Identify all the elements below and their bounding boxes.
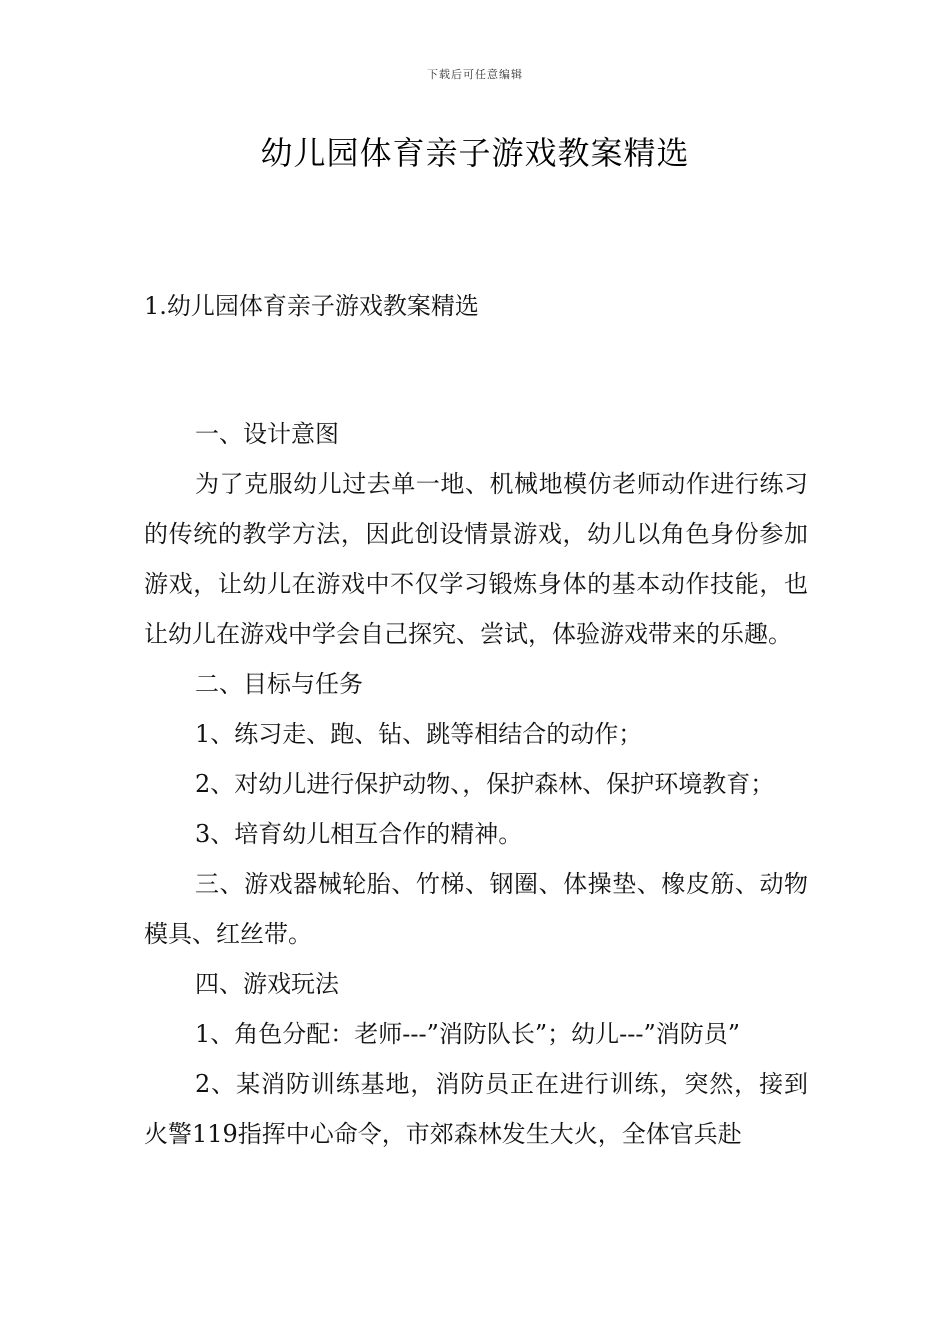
heading-gameplay: 四、游戏玩法 bbox=[195, 970, 339, 998]
header-note: 下载后可任意编辑 bbox=[427, 68, 523, 81]
document-title: 幼儿园体育亲子游戏教案精选 bbox=[260, 134, 690, 172]
gameplay-item-2: 2、某消防训练基地，消防员正在进行训练，突然，接到火警119指挥中心命令，市郊森林发生大火，全体官兵赴 bbox=[144, 1070, 808, 1148]
heading-goals: 二、目标与任务 bbox=[195, 670, 363, 698]
paragraph-design-intent: 为了克服幼儿过去单一地、机械地模仿老师动作进行练习的传统的教学方法，因此创设情景游戏，幼儿以角色身份参加游戏，让幼儿在游戏中不仅学习锻炼身体的基本动作技能，也让幼儿在游戏中学会自己探究、尝试，体验游戏带来的乐趣。 bbox=[144, 470, 808, 648]
gameplay-item-1: 1、角色分配：老师---”消防队长”；幼儿---”消防员” bbox=[195, 1020, 741, 1048]
heading-design-intent: 一、设计意图 bbox=[195, 420, 339, 448]
document-body bbox=[144, 281, 808, 1159]
spacer bbox=[144, 381, 808, 409]
paragraph-equipment: 三、游戏器械轮胎、竹梯、钢圈、体操垫、橡皮筋、动物模具、红丝带。 bbox=[144, 870, 808, 948]
goal-item-2: 2、对幼儿进行保护动物、，保护森林、保护环境教育； bbox=[195, 770, 775, 798]
goal-item-3: 3、培育幼儿相互合作的精神。 bbox=[195, 820, 523, 848]
goal-item-1: 1、练习走、跑、钻、跳等相结合的动作； bbox=[195, 720, 643, 748]
section-heading: 1.幼儿园体育亲子游戏教案精选 bbox=[144, 292, 479, 320]
